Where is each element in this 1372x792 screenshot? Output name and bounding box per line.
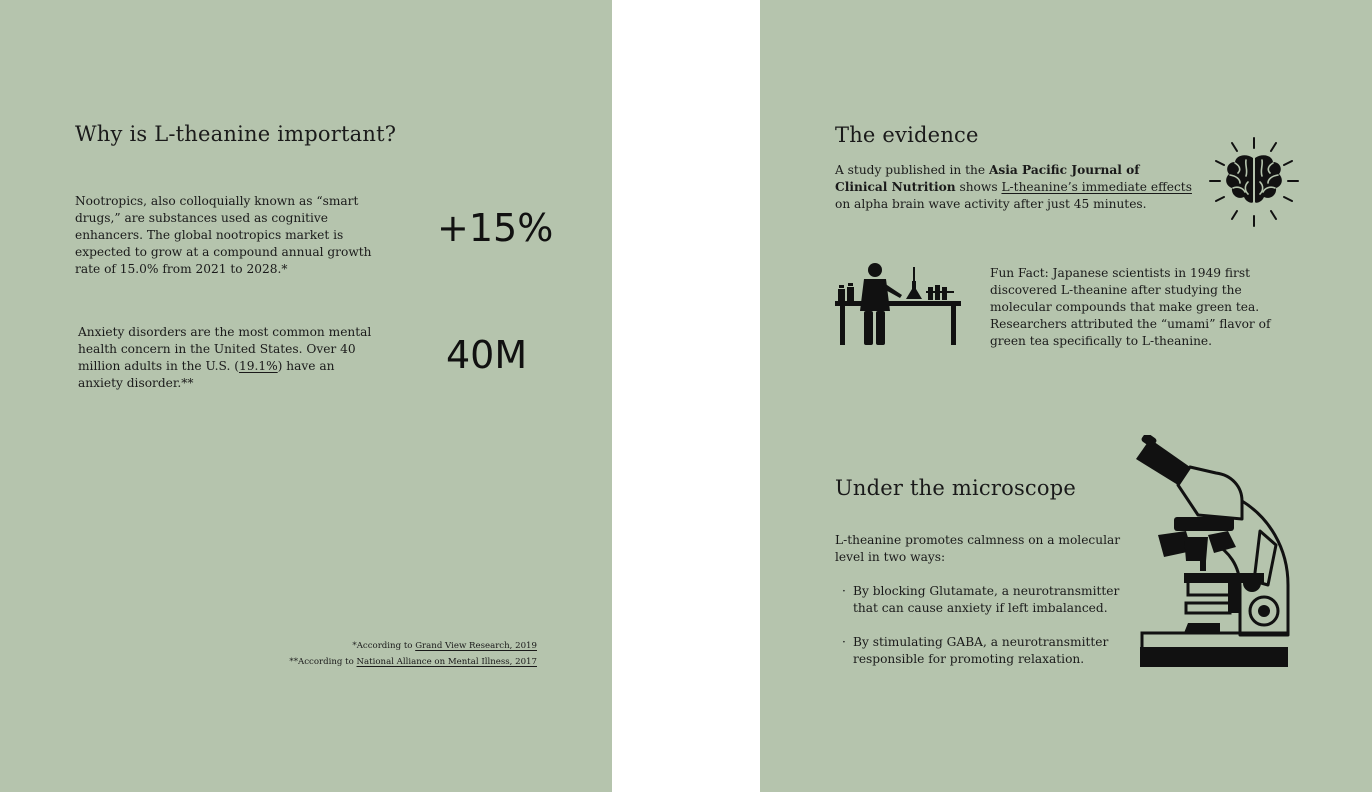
bullet-mark: · [842, 584, 846, 598]
right-page [760, 0, 1372, 792]
anxiety-text-post: ) have an anxiety disorder.** [78, 359, 335, 390]
heading-why: Why is L-theanine important? [75, 122, 397, 146]
mechanism-list [835, 583, 1125, 668]
bullet-glutamate: By blocking Glutamate, a neurotransmitter that can cause anxiety if left imbalanced. [853, 584, 1120, 615]
heading-evidence: The evidence [835, 123, 979, 147]
footnote-1 [289, 638, 537, 654]
evidence-paragraph [835, 162, 1195, 213]
footnote-1-link[interactable]: Grand View Research, 2019 [415, 641, 537, 651]
bullet-gaba: By stimulating GABA, a neurotransmitter responsible for promoting relaxation. [853, 635, 1109, 666]
left-page [0, 0, 612, 792]
immediate-effects-link[interactable]: L-theanine’s immediate effects [1001, 180, 1192, 194]
stat-adults: 40M [446, 333, 528, 377]
brain-icon [1208, 136, 1300, 228]
heading-microscope: Under the microscope [835, 476, 1076, 500]
footnote-2-prefix: **According to [289, 657, 357, 667]
stat-growth: +15% [437, 206, 554, 250]
nootropics-paragraph: Nootropics, also colloquially known as “smart drugs,” are substances used as cognitive enhancers. The global nootropics market is expected to grow at a compound annual growth rate of 15.0% from 2021 to 2028.* [75, 194, 372, 276]
list-item [835, 634, 1125, 668]
footnote-2 [289, 654, 537, 670]
journal-name: Asia Pacific Journal of Clinical Nutrition [835, 163, 1140, 194]
footnote-1-prefix: *According to [352, 641, 416, 651]
microscope-intro: L-theanine promotes calmness on a molecular level in two ways: [835, 533, 1121, 564]
anxiety-text-pre: Anxiety disorders are the most common mental health concern in the United States. Over 40 million adults in the U.S. ( [78, 325, 372, 373]
list-item [835, 583, 1125, 617]
footnote-2-link[interactable]: National Alliance on Mental Illness, 2017 [356, 657, 537, 667]
evidence-text-post: on alpha brain wave activity after just 45 minutes. [835, 197, 1147, 211]
fun-fact-paragraph: Fun Fact: Japanese scientists in 1949 first discovered L-theanine after studying the molecular compounds that make green tea. Researchers attributed the “umami” flavor of green tea specifically to L-theanine. [990, 266, 1271, 348]
evidence-text-pre: A study published in the [835, 163, 989, 177]
anxiety-paragraph [78, 324, 378, 392]
footnotes [289, 638, 537, 670]
anxiety-percent-link[interactable]: 19.1% [238, 359, 278, 373]
scientist-lab-icon [834, 261, 964, 349]
microscope-icon [1128, 435, 1300, 671]
bullet-mark: · [842, 635, 846, 649]
evidence-text-mid: shows [955, 180, 1002, 194]
